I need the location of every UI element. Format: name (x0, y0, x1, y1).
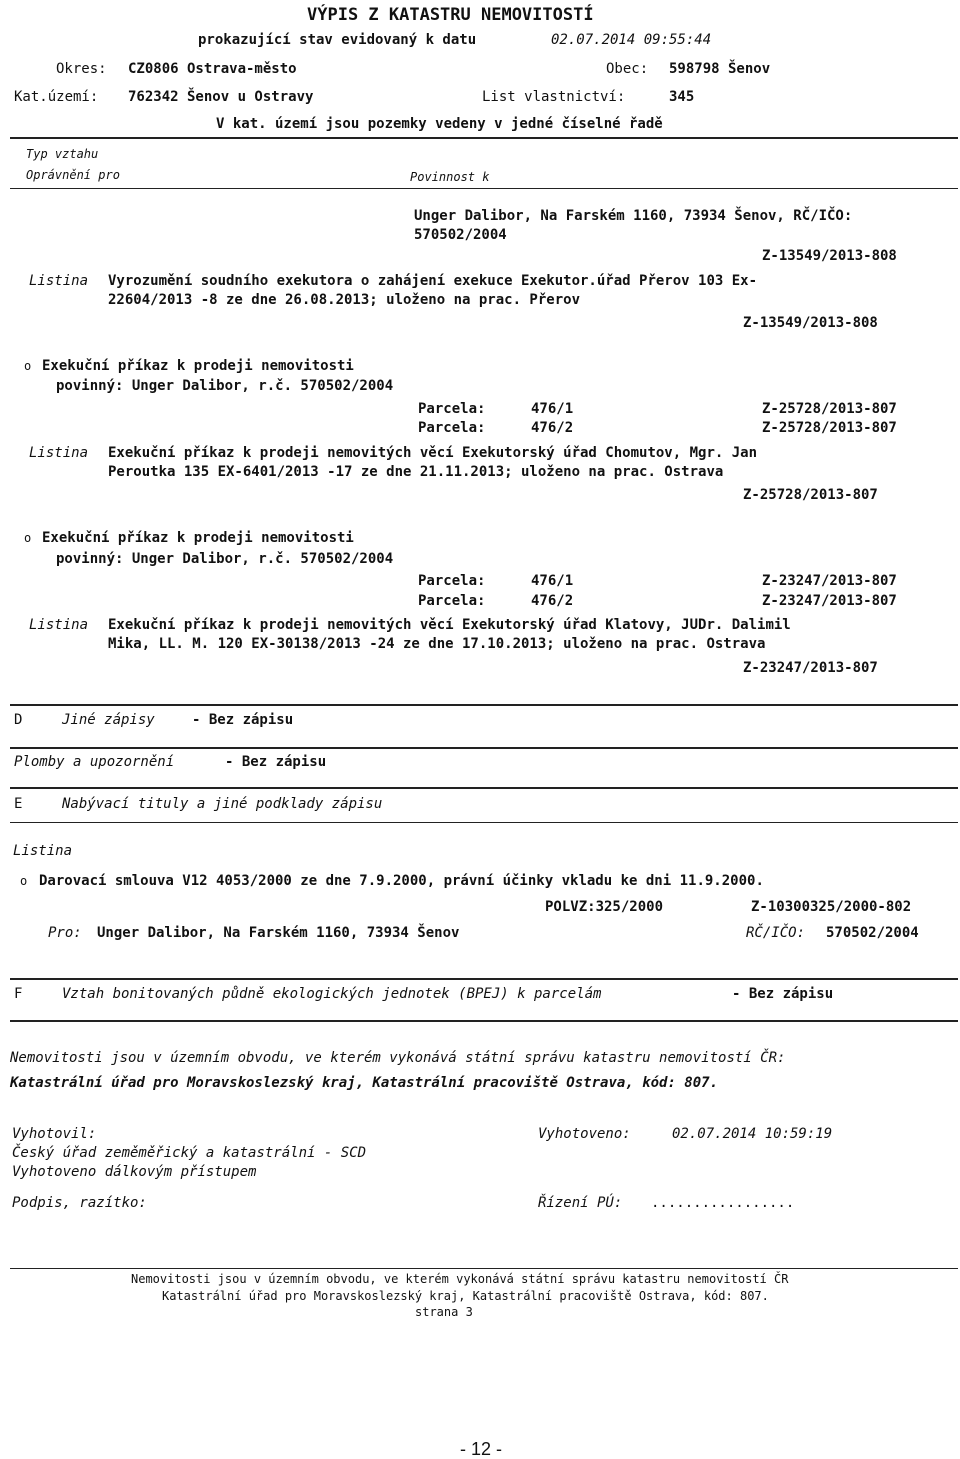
rizeni-value: ................. (651, 1195, 795, 1211)
katastr-note-line1: Nemovitosti jsou v územním obvodu, ve kterém vykonává státní správu katastru nemovitostí ČR: (10, 1050, 786, 1066)
section-f-divider (10, 978, 958, 980)
parcel-label: Parcela: (418, 593, 486, 609)
listina-ref: Z-25728/2013-807 (743, 487, 878, 503)
section-e-title: Nabývací tituly a jiné podklady zápisu (62, 796, 383, 812)
owner-ref: Z-13549/2013-808 (762, 248, 897, 264)
listina-ref: Z-13549/2013-808 (743, 315, 878, 331)
document-title: VÝPIS Z KATASTRU NEMOVITOSTÍ (307, 5, 594, 25)
katuzemi-label: Kat.území: (14, 89, 99, 105)
listina-label: Listina (29, 273, 89, 289)
section-e-subdivider (10, 822, 958, 823)
section-f-value: - Bez zápisu (732, 986, 834, 1002)
section-e-ref: Z-10300325/2000-802 (751, 899, 912, 915)
podpis-label: Podpis, razítko: (12, 1195, 147, 1211)
plomby-title: Plomby a upozornění (14, 754, 175, 770)
parcel-number: 476/2 (531, 593, 574, 609)
plomby-value: - Bez zápisu (225, 754, 327, 770)
list-vlastnictvi-label: List vlastnictví: (482, 89, 626, 105)
page-number: - 12 - (460, 1439, 503, 1459)
rc-value: 570502/2004 (826, 925, 919, 941)
section-e-letter: E (14, 796, 23, 812)
entry-title: Exekuční příkaz k prodeji nemovitosti (42, 530, 354, 546)
section-d-letter: D (14, 712, 23, 728)
listina-text-line1: Vyrozumění soudního exekutora o zahájení exekuce Exekutor.úřad Přerov 103 Ex- (108, 273, 758, 289)
parcel-number: 476/1 (531, 401, 574, 417)
rizeni-label: Řízení PÚ: (538, 1195, 623, 1211)
pro-label: Pro: (48, 925, 82, 941)
section-d-value: - Bez zápisu (192, 712, 294, 728)
owner-line1: Unger Dalibor, Na Farském 1160, 73934 Šenov, RČ/IČO: (414, 208, 853, 224)
section-d-divider (10, 704, 958, 706)
entry-povinny: povinný: Unger Dalibor, r.č. 570502/2004 (56, 551, 394, 567)
plomby-divider (10, 747, 958, 749)
rc-label: RČ/IČO: (746, 925, 806, 941)
page-footer-line2: Katastrální úřad pro Moravskoslezský kraj, Katastrální pracoviště Ostrava, kód: 807. (162, 1289, 769, 1303)
section-d-title: Jiné zápisy (62, 712, 155, 728)
listina-label: Listina (29, 617, 89, 633)
pro-value: Unger Dalibor, Na Farském 1160, 73934 Šenov (97, 925, 460, 941)
page-footer-line3: strana 3 (415, 1305, 473, 1319)
parcel-number: 476/1 (531, 573, 574, 589)
page-footer-divider (10, 1268, 958, 1269)
column-opravneni-pro: Oprávnění pro (26, 168, 120, 182)
list-vlastnictvi-value: 345 (669, 89, 695, 105)
parcel-ref: Z-25728/2013-807 (762, 401, 897, 417)
column-typ-vztahu: Typ vztahu (26, 147, 99, 161)
vyhotovil-label: Vyhotovil: (12, 1126, 97, 1142)
listina-ref: Z-23247/2013-807 (743, 660, 878, 676)
katastr-note-line2: Katastrální úřad pro Moravskoslezský kraj, Katastrální pracoviště Ostrava, kód: 807. (10, 1075, 719, 1091)
header-note: V kat. území jsou pozemky vedeny v jedné číselné řadě (216, 116, 663, 132)
listina-text-line2: Mika, LL. M. 120 EX-30138/2013 -24 ze dne 17.10.2013; uloženo na prac. Ostrava (108, 636, 766, 652)
vyhotoveno-value: 02.07.2014 10:59:19 (672, 1126, 833, 1142)
document-date: 02.07.2014 09:55:44 (551, 32, 712, 48)
section-e-polvz: POLVZ:325/2000 (545, 899, 664, 915)
okres-value: CZ0806 Ostrava-město (128, 61, 297, 77)
page-footer-line1: Nemovitosti jsou v územním obvodu, ve kterém vykonává státní správu katastru nemovitostí ČR (131, 1272, 789, 1286)
listina-text-line2: 22604/2013 -8 ze dne 26.08.2013; uloženo na prac. Přerov (108, 292, 581, 308)
bullet-icon: o (24, 531, 32, 545)
document-subtitle: prokazující stav evidovaný k datu (198, 32, 477, 48)
parcel-label: Parcela: (418, 420, 486, 436)
bullet-icon: o (20, 874, 28, 888)
bullet-icon: o (24, 359, 32, 373)
parcel-label: Parcela: (418, 573, 486, 589)
listina-text-line2: Peroutka 135 EX-6401/2013 -17 ze dne 21.11.2013; uloženo na prac. Ostrava (108, 464, 724, 480)
entry-povinny: povinný: Unger Dalibor, r.č. 570502/2004 (56, 378, 394, 394)
listina-label: Listina (29, 445, 89, 461)
obec-label: Obec: (606, 61, 649, 77)
parcel-ref: Z-23247/2013-807 (762, 573, 897, 589)
entry-title: Exekuční příkaz k prodeji nemovitosti (42, 358, 354, 374)
column-povinnost-k: Povinnost k (410, 170, 490, 184)
parcel-ref: Z-25728/2013-807 (762, 420, 897, 436)
listina-label: Listina (13, 843, 73, 859)
katuzemi-value: 762342 Šenov u Ostravy (128, 89, 314, 105)
obec-value: 598798 Šenov (669, 61, 771, 77)
section-e-divider (10, 787, 958, 789)
section-f-letter: F (14, 986, 23, 1002)
section-f-title: Vztah bonitovaných půdně ekologických jednotek (BPEJ) k parcelám (62, 986, 602, 1002)
section-e-entry: Darovací smlouva V12 4053/2000 ze dne 7.9.2000, právní účinky vkladu ke dni 11.9.2000. (39, 873, 764, 889)
header-divider (10, 137, 958, 139)
vyhotovil-line3: Vyhotoveno dálkovým přístupem (12, 1164, 257, 1180)
okres-label: Okres: (56, 61, 107, 77)
listina-text-line1: Exekuční příkaz k prodeji nemovitých věcí Exekutorský úřad Chomutov, Mgr. Jan (108, 445, 758, 461)
vyhotoveno-label: Vyhotoveno: (538, 1126, 631, 1142)
parcel-label: Parcela: (418, 401, 486, 417)
parcel-ref: Z-23247/2013-807 (762, 593, 897, 609)
section-f-bottom-divider (10, 1020, 958, 1022)
vyhotovil-line2: Český úřad zeměměřický a katastrální - SCD (12, 1145, 367, 1161)
owner-line2: 570502/2004 (414, 227, 507, 243)
parcel-number: 476/2 (531, 420, 574, 436)
listina-text-line1: Exekuční příkaz k prodeji nemovitých věcí Exekutorský úřad Klatovy, JUDr. Dalimil (108, 617, 791, 633)
columns-divider (10, 188, 958, 189)
